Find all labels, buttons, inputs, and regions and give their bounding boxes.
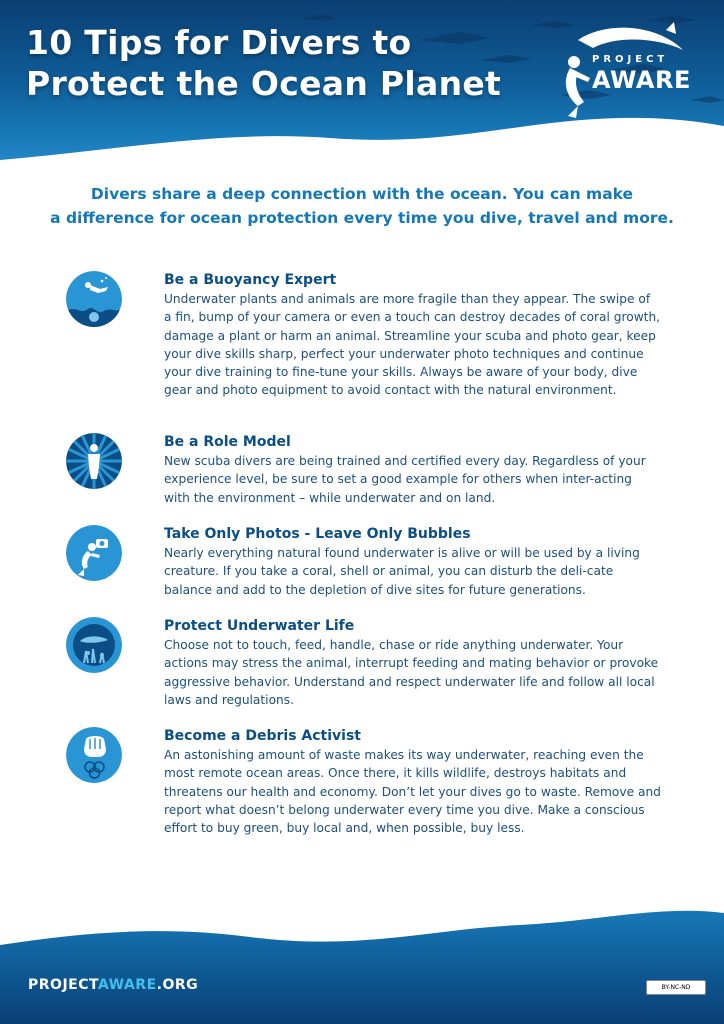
url-part-project: PROJECT [28, 977, 98, 993]
logo-text-project: PROJECT [592, 54, 669, 65]
url-part-aware: AWARE [97, 977, 157, 993]
creative-commons-badge [646, 980, 706, 995]
camera-diver-icon [66, 525, 122, 581]
header-banner [0, 0, 724, 175]
tip-heading: Become a Debris Activist [164, 728, 361, 744]
title-line-1: 10 Tips for Divers to [26, 23, 412, 62]
footer-banner [0, 895, 724, 1024]
project-aware-logo [548, 20, 698, 120]
footer-wave [0, 895, 724, 1024]
intro-line-2: a difference for ocean protection every time you dive, travel and more. [50, 209, 674, 227]
cc-license-text: BY-NC-ND [661, 984, 691, 991]
tip-heading: Protect Underwater Life [164, 618, 355, 634]
tip-body: Underwater plants and animals are more fragile than they appear. The swipe of a fin, bump of your camera or even a touch can destroy decades of coral growth, damage a plant or harm an animal. Streamline your scuba and photo gear, keep your dive skills sharp, perfect your underwater photo techniques and continue your dive training to fine-tune your skills. Always be aware of your body, dive gear and photo equipment to avoid contact with the natural environment. [164, 292, 661, 398]
tip-heading: Be a Role Model [164, 434, 291, 450]
tip-heading: Take Only Photos - Leave Only Bubbles [164, 526, 471, 542]
tip-body: Choose not to touch, feed, handle, chase or ride anything underwater. Your actions may stress the animal, interrupt feeding and mating behavior or provoke aggressive behavior. Understand and respect underwater life and follow all local laws and regulations. [164, 638, 659, 707]
website-link[interactable] [28, 977, 198, 993]
tip-body: An astonishing amount of waste makes its way underwater, reaching even the most remote ocean areas. Once there, it kills wildlife, destroys habitats and threatens our health and economy. Don’t let your dives go to waste. Remove and report what doesn’t belong underwater every time you dive. Make a conscious effort to buy green, buy local and, when possible, buy less. [164, 748, 661, 836]
intro-line-1: Divers share a deep connection with the ocean. You can make [90, 185, 634, 203]
role-model-icon [66, 433, 122, 489]
debris-fist-icon [66, 727, 122, 783]
logo-text-aware: AWARE [592, 66, 691, 94]
reef-life-icon [66, 617, 122, 673]
url-part-org: .ORG [156, 977, 199, 993]
title-line-2: Protect the Ocean Planet [26, 64, 502, 103]
tip-heading: Be a Buoyancy Expert [164, 272, 337, 288]
tip-body: Nearly everything natural found underwater is alive or will be used by a living creature. If you take a coral, shell or animal, you can disturb the deli-cate balance and add to the depletion of dive sites for future generations. [164, 546, 640, 597]
intro-text [20, 182, 704, 230]
buoyancy-icon [66, 271, 122, 327]
page-title [26, 22, 501, 104]
tip-body: New scuba divers are being trained and certified every day. Regardless of your experience level, be sure to set a good example for others when inter-acting with the environment – while underwater and on land. [164, 454, 646, 505]
